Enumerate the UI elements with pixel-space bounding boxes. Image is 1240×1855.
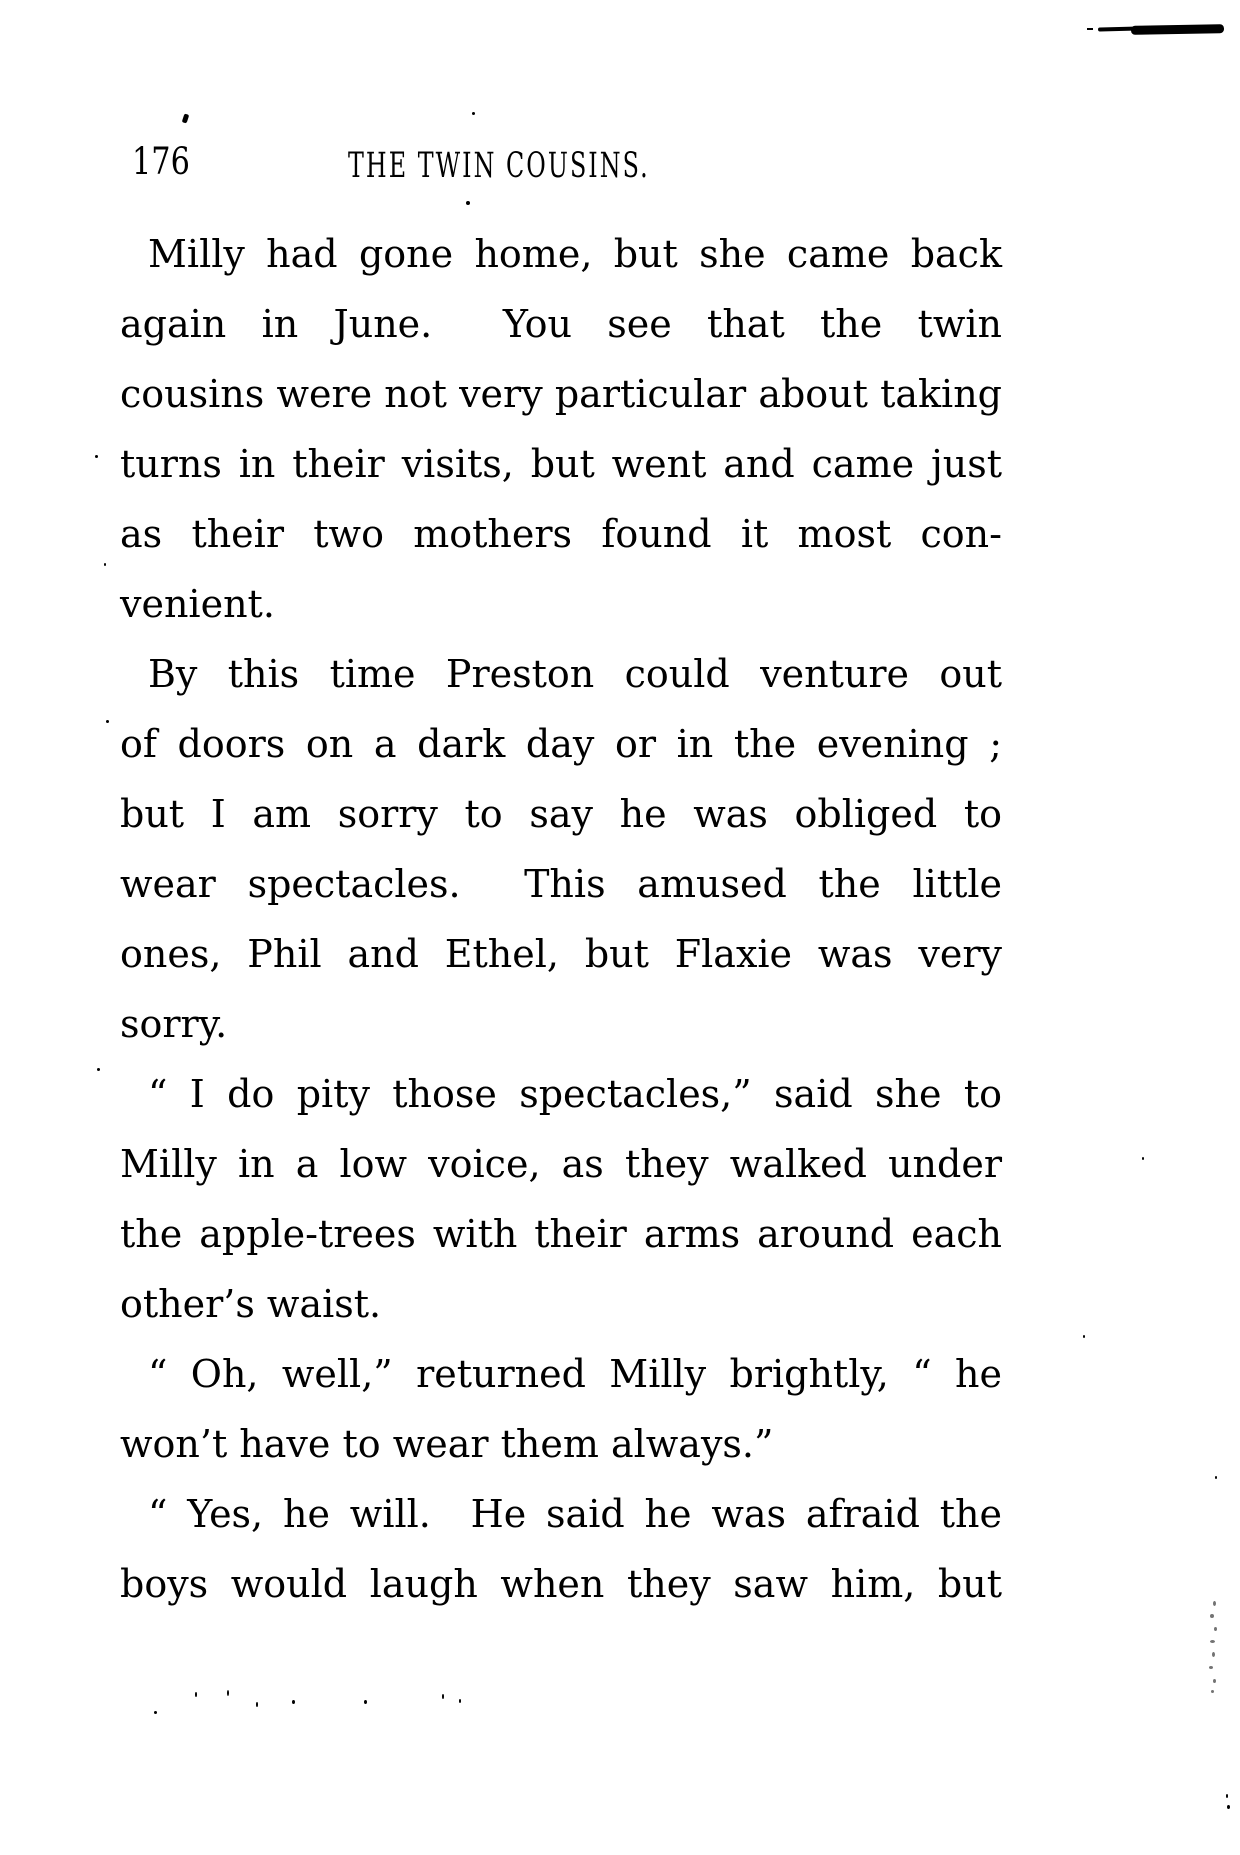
- text-line: again in June. You see that the twin: [120, 302, 1002, 346]
- scan-smudge: [1209, 1666, 1213, 1669]
- running-title: THE TWIN COUSINS.: [348, 146, 650, 186]
- text-line: Milly had gone home, but she came back: [148, 232, 1002, 276]
- scan-speck: [106, 720, 109, 723]
- text-line: as their two mothers found it most con-: [120, 512, 1002, 556]
- text-line: but I am sorry to say he was obliged to: [120, 792, 1002, 836]
- scan-speck: [1083, 1335, 1085, 1338]
- scan-smudge: [1210, 1640, 1215, 1643]
- scan-smudge: [1213, 1679, 1216, 1683]
- text-line: other’s waist.: [120, 1282, 382, 1326]
- scan-speck: [154, 1711, 157, 1714]
- scan-speck: [104, 563, 106, 566]
- text-line: of doors on a dark day or in the evening ;: [120, 722, 1002, 766]
- text-line: the apple-trees with their arms around each: [120, 1212, 1002, 1256]
- text-line: By this time Preston could venture out: [148, 652, 1002, 696]
- scan-speck: [442, 1694, 444, 1699]
- text-line: venient.: [120, 582, 275, 626]
- scan-speck: [1226, 1794, 1228, 1798]
- scan-speck: [472, 112, 475, 115]
- text-line: Milly in a low voice, as they walked under: [120, 1142, 1002, 1186]
- text-line: wear spectacles. This amused the little: [120, 862, 1002, 906]
- scan-speck: [95, 455, 98, 458]
- scan-speck: [182, 113, 190, 123]
- scan-smudge: [1212, 1652, 1215, 1657]
- text-line: sorry.: [120, 1002, 228, 1046]
- scan-speck: [292, 1700, 295, 1704]
- scan-artifact-streak: [1131, 24, 1224, 35]
- text-line: boys would laugh when they saw him, but: [120, 1562, 1002, 1606]
- text-line: turns in their visits, but went and came just: [120, 442, 1002, 486]
- scan-smudge: [1213, 1601, 1216, 1606]
- scan-speck: [466, 201, 470, 205]
- scan-artifact-streak: [1087, 28, 1093, 30]
- page-number: 176: [132, 140, 190, 183]
- text-line: “ Oh, well,” returned Milly brightly, “ he: [148, 1352, 1002, 1396]
- scan-speck: [97, 1068, 100, 1071]
- scan-speck: [364, 1700, 367, 1704]
- text-line: “ Yes, he will. He said he was afraid the: [148, 1492, 1002, 1536]
- scan-speck: [459, 1699, 461, 1703]
- scan-speck: [227, 1690, 229, 1696]
- text-line: “ I do pity those spectacles,” said she to: [148, 1072, 1002, 1116]
- text-line: cousins were not very particular about taking: [120, 372, 1002, 416]
- scan-speck: [195, 1692, 197, 1697]
- scan-speck: [256, 1702, 258, 1707]
- scan-speck: [1142, 1157, 1144, 1160]
- scan-smudge: [1214, 1627, 1217, 1631]
- text-line: won’t have to wear them always.”: [120, 1422, 774, 1466]
- scan-speck: [1227, 1805, 1230, 1809]
- scan-speck: [1215, 1476, 1217, 1479]
- scan-smudge: [1211, 1690, 1214, 1693]
- scan-smudge: [1210, 1614, 1214, 1618]
- text-block: [120, 219, 1002, 1619]
- text-line: ones, Phil and Ethel, but Flaxie was very: [120, 932, 1002, 976]
